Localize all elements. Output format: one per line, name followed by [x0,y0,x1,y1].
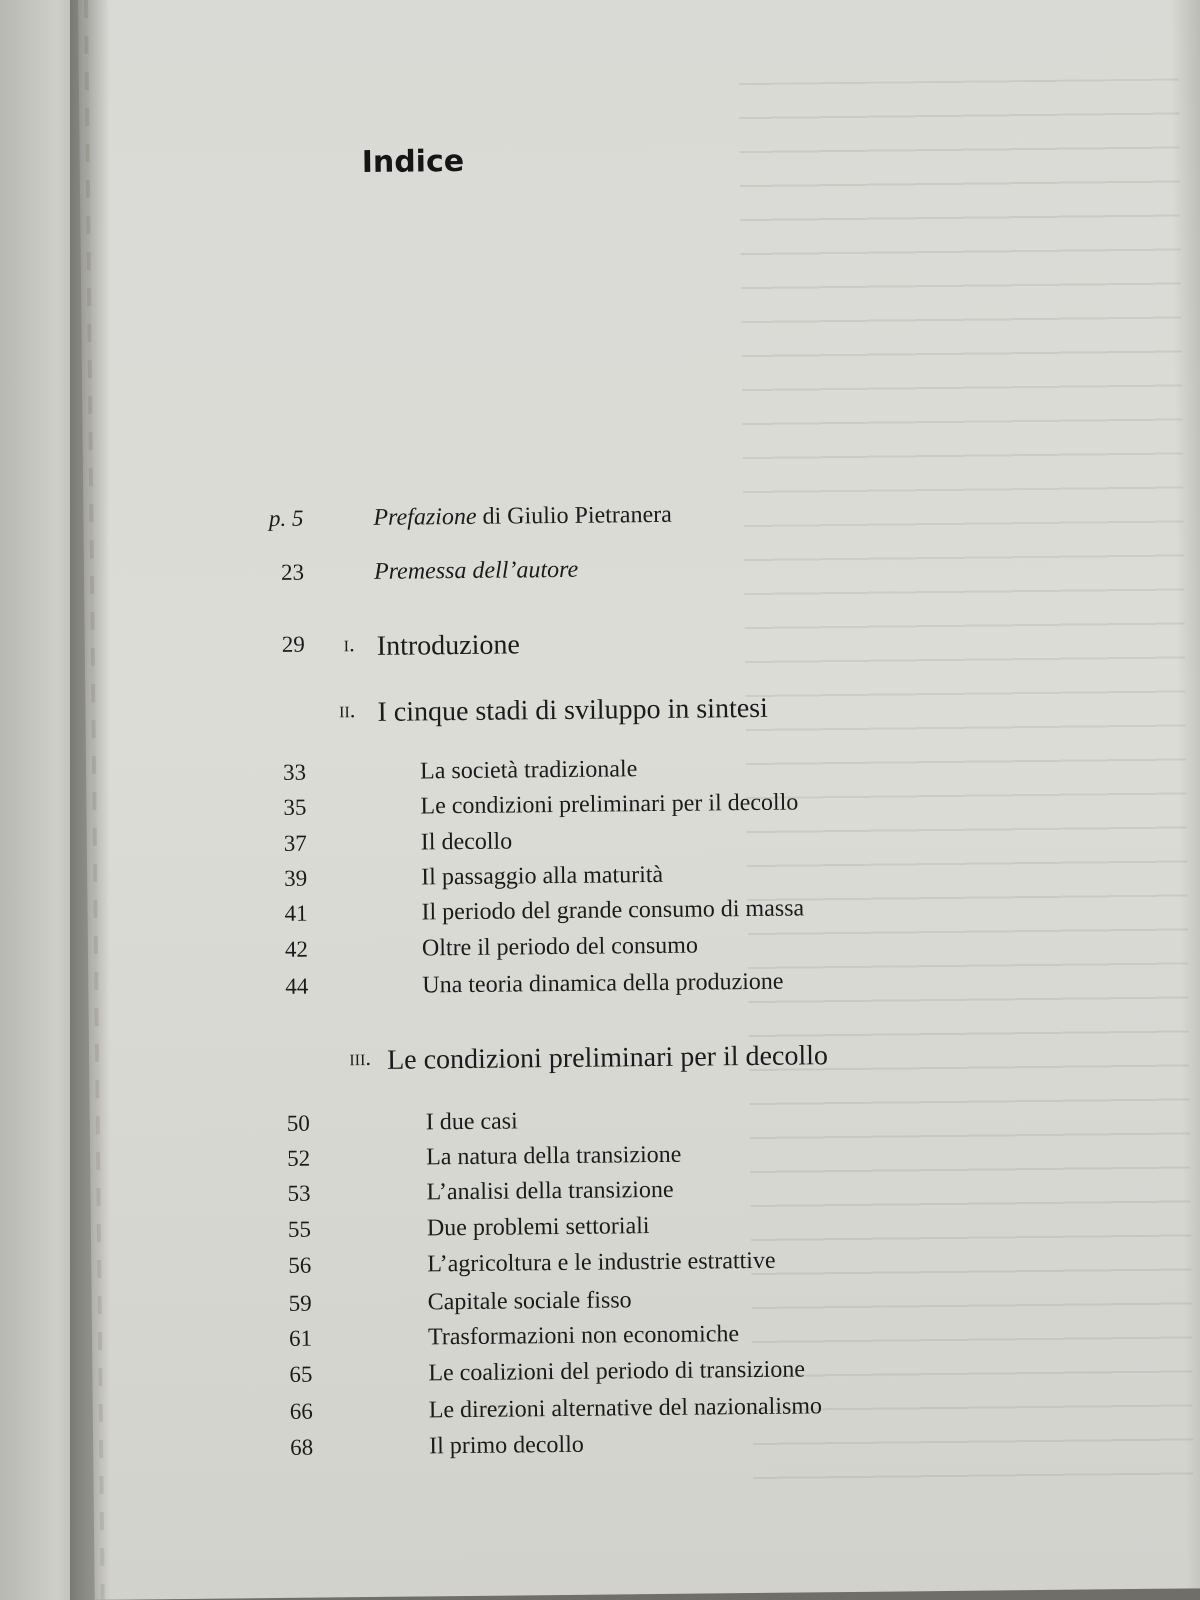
section-title: Due problemi settoriali [426,1213,650,1242]
page-number: 59 [288,1290,312,1316]
section-title: Una teoria dinamica della produzione [422,968,784,999]
section-title: Le direzioni alternative del nazionalismo [428,1393,823,1424]
chapter-title: Le condizioni preliminari per il decollo [386,1040,829,1076]
page-number: 42 [284,936,309,962]
page-number: 53 [287,1180,311,1206]
section-title: Le condizioni preliminari per il decollo [420,789,799,820]
page-number: 44 [285,973,309,999]
section-title: Trasformazioni non economiche [427,1321,740,1351]
section-title: La natura della transizione [426,1141,682,1171]
section-title: Il passaggio alla maturità [421,861,664,891]
chapter-numeral: iii. [349,1044,372,1071]
page-number: 52 [287,1145,311,1171]
page-number: 66 [289,1398,313,1424]
section-title: Capitale sociale fisso [427,1287,632,1316]
page-number: 35 [283,794,307,820]
page-number: p. 5 [268,505,304,532]
page-number: 37 [283,830,307,856]
page-number: 68 [290,1434,314,1460]
page-number: 33 [282,759,307,785]
chapter-numeral: i. [343,631,355,657]
section-title: L’analisi della transizione [426,1176,674,1206]
entry-title: Prefazione di Giulio Pietranera [373,501,672,531]
page-number: 56 [288,1252,312,1278]
section-title: Oltre il periodo del consumo [421,932,699,962]
page-number: 55 [287,1216,312,1242]
section-title: La società tradizionale [419,756,638,785]
chapter-title: Introduzione [376,629,521,662]
section-title: Il periodo del grande consumo di massa [421,895,805,926]
chapter-numeral: ii. [338,697,356,723]
book-page [78,0,1200,1600]
page-number: 29 [281,631,305,657]
page-number: 23 [280,559,305,585]
page-number: 41 [284,900,308,926]
section-title: Le coalizioni del periodo di transizione [428,1356,806,1387]
section-title: I due casi [425,1108,518,1136]
page-title: Indice [361,143,465,181]
entry-title: Premessa dell’autore [373,556,579,585]
chapter-title: I cinque stadi di sviluppo in sintesi [377,692,769,728]
section-title: Il primo decollo [429,1431,584,1460]
page-number: 50 [286,1110,310,1136]
section-title: L’agricoltura e le industrie estrattive [427,1247,776,1278]
page-number: 39 [284,865,308,891]
section-title: Il decollo [420,828,513,856]
page-number: 61 [288,1325,313,1351]
gutter-shadow [70,0,110,1600]
page-number: 65 [289,1361,313,1387]
